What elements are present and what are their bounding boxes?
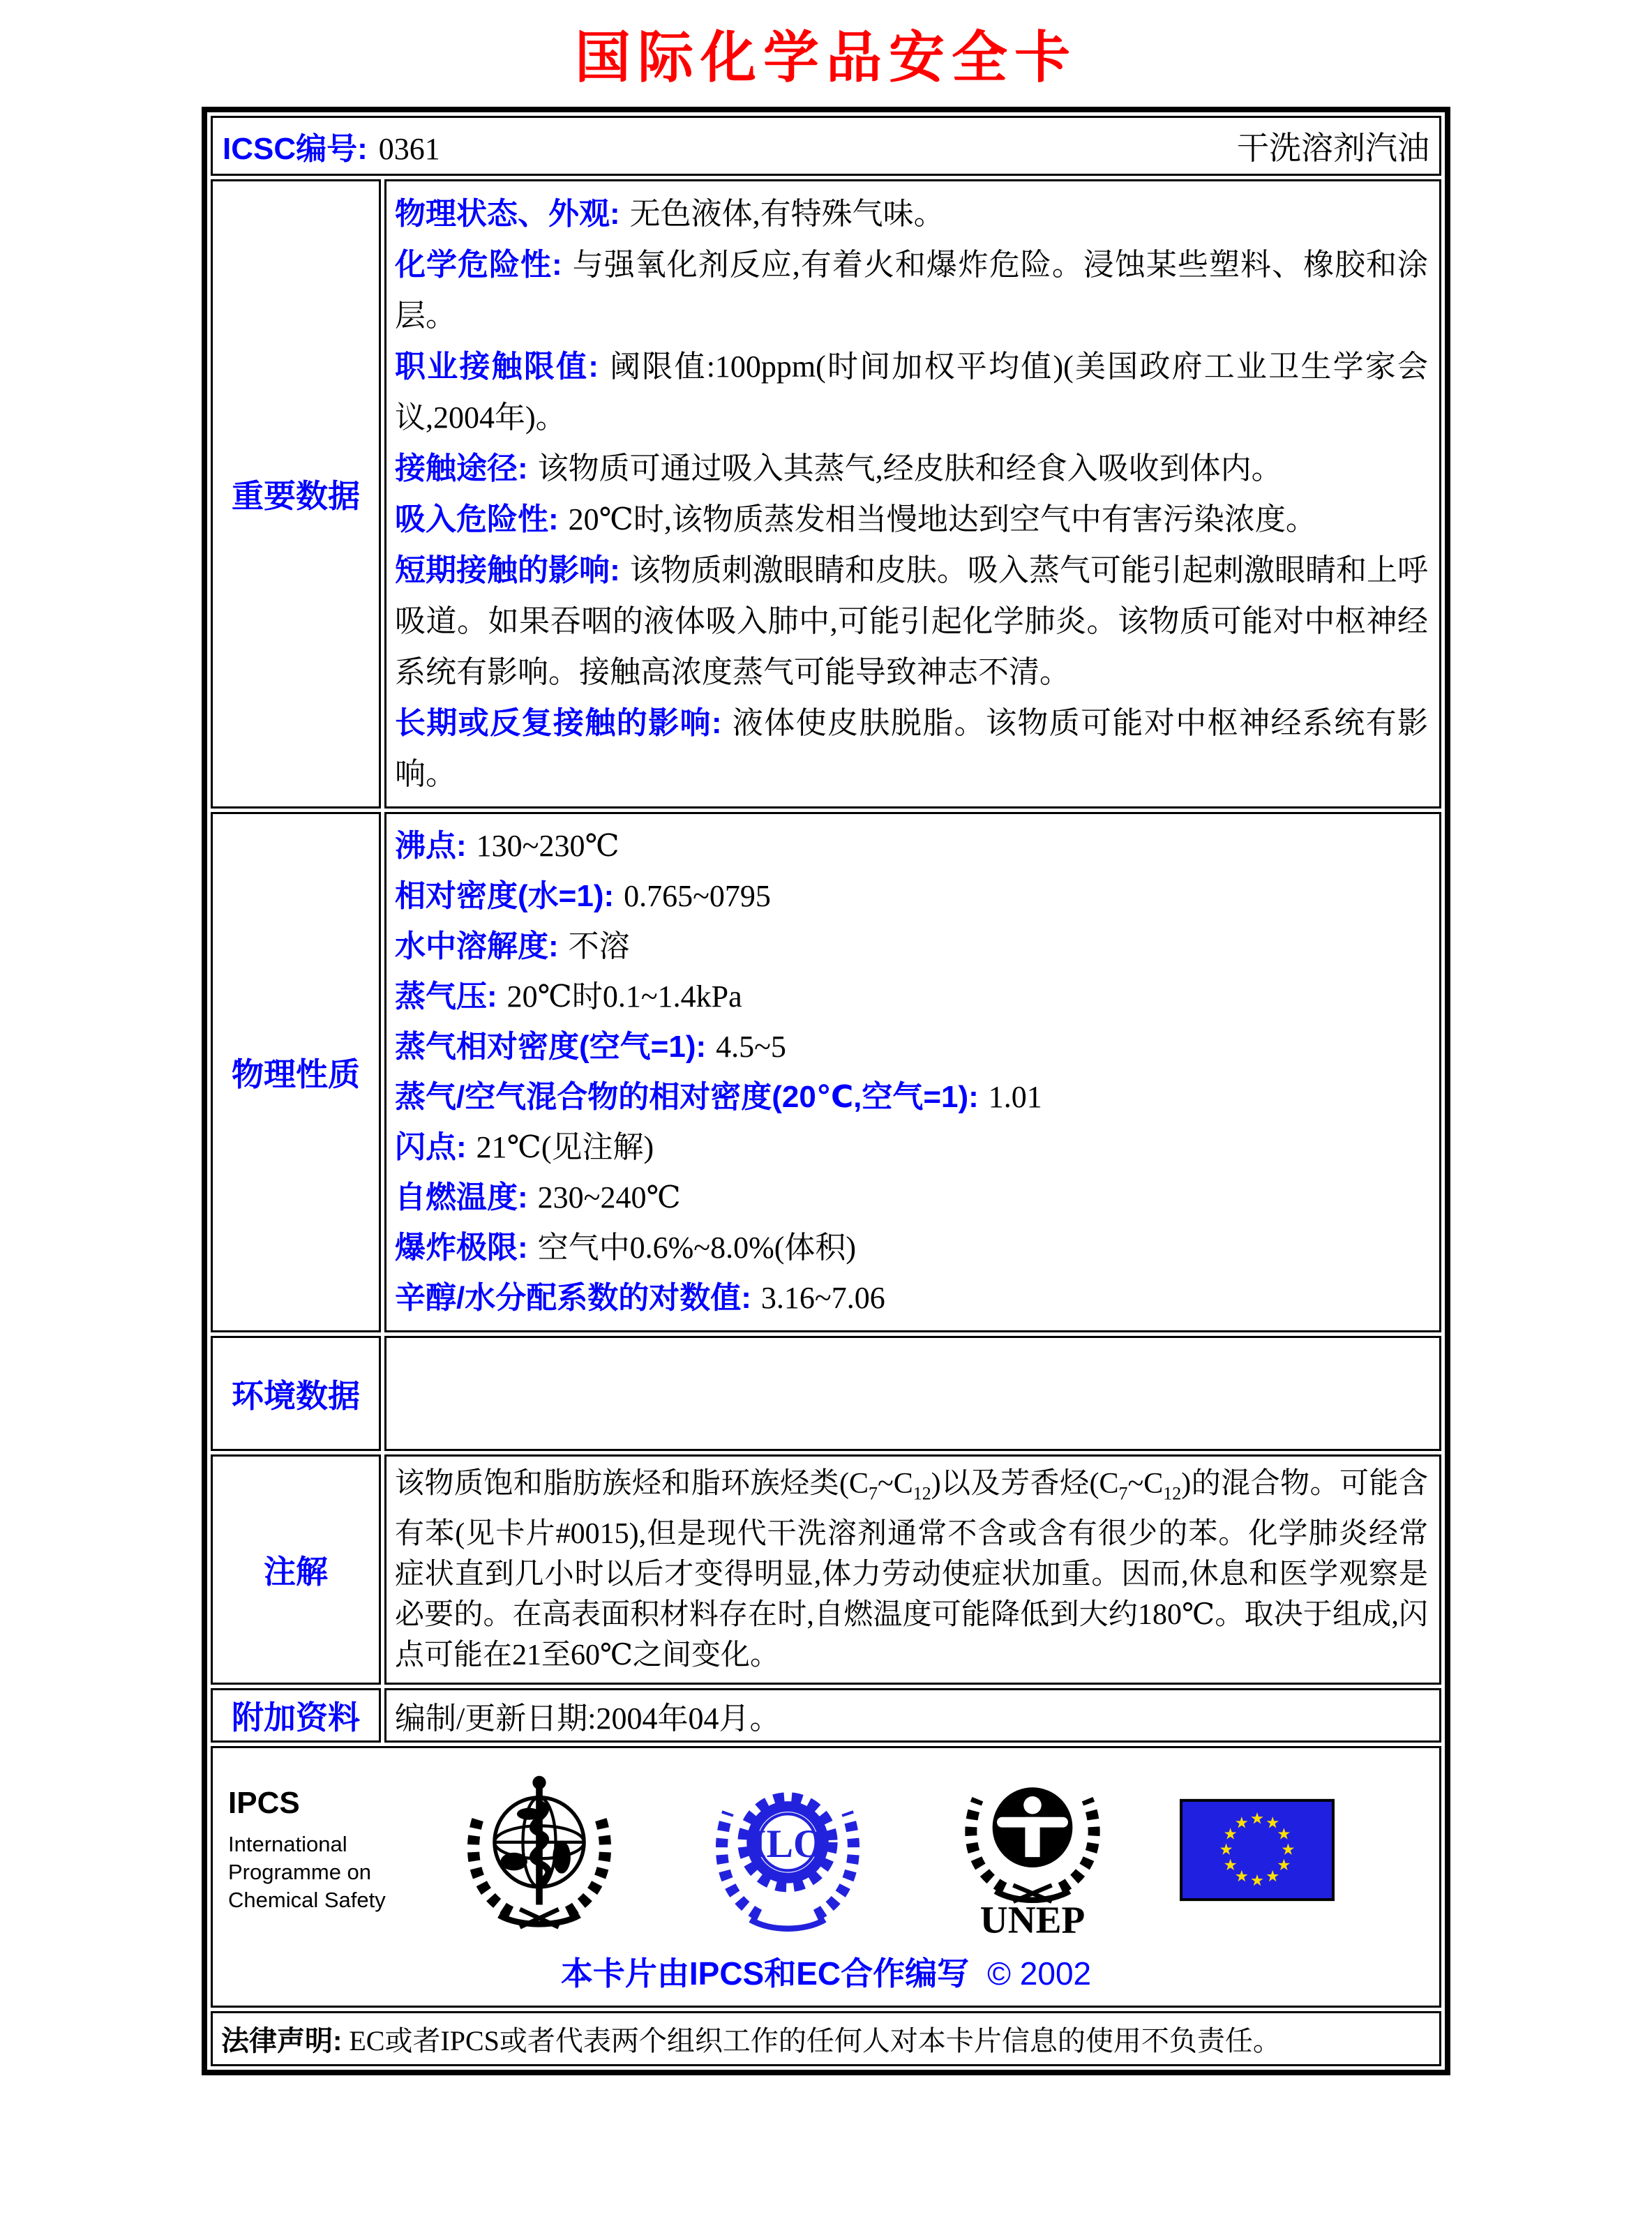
section-row-physical-properties	[211, 812, 1441, 1332]
ipcs-subtitle-line: Programme on	[228, 1859, 372, 1884]
svg-text:ILO: ILO	[751, 1822, 825, 1867]
property-row: 相对密度(水=1): 0.765~0795	[395, 879, 771, 913]
icsc-number-group	[223, 123, 440, 168]
section-label-additional-info: 附加资料	[211, 1688, 381, 1743]
ilo-logo-icon	[690, 1768, 885, 1932]
section-content-notes	[384, 1454, 1441, 1685]
property-row: 闪点: 21℃(见注解)	[395, 1130, 654, 1164]
header-row	[211, 116, 1441, 176]
section-content-important-data	[384, 179, 1441, 809]
data-entry: 长期或反复接触的影响: 液体使皮肤脱脂。该物质可能对中枢神经系统有影响。	[395, 706, 1428, 791]
legal-text: EC或者IPCS或者代表两个组织工作的任何人对本卡片信息的使用不负责任。	[349, 2025, 1281, 2057]
credit-text: 本卡片由IPCS和EC合作编写	[560, 1955, 970, 1992]
notes-paragraph: 该物质饱和脂肪族烃和脂环族烃类$(C_7\sim C_{12})$以及芳香烃$(C_7\sim C_{12})$的混合物。可能含有苯(见卡片#0015),但是现代干洗溶剂通常不含或含有很少的苯。化学肺炎经常症状直到几小时以后才变得明显,体力劳动使症状加重。因而,休息和医学观察是必要的。在高表面积材料存在时,自燃温度可能降低到大约180℃。取决于组成,闪点可能在21至60℃之间变化。	[395, 1468, 1428, 1672]
legal-label: 法律声明:	[221, 2026, 343, 2057]
logos-row	[211, 1746, 1441, 2008]
section-row-notes	[211, 1454, 1441, 1685]
who-logo-icon	[435, 1768, 644, 1932]
property-row: 水中溶解度: 不溶	[395, 929, 630, 963]
ipcs-subtitle-line: Chemical Safety	[228, 1887, 386, 1912]
svg-text:UNEP: UNEP	[979, 1898, 1086, 1939]
property-row: 沸点: 130~230℃	[395, 829, 620, 863]
ipcs-text-block	[228, 1786, 389, 1914]
property-row: 爆炸极限: 空气中0.6%~8.0%(体积)	[395, 1231, 857, 1265]
logos-cell	[211, 1746, 1441, 2008]
property-row: 辛醇/水分配系数的对数值: 3.16~7.06	[395, 1281, 885, 1315]
card-wrapper	[202, 0, 1450, 2075]
section-row-additional-info	[211, 1688, 1441, 1743]
unep-logo-icon	[931, 1761, 1134, 1939]
section-row-important-data	[211, 179, 1441, 809]
copyright-text: © 2002	[987, 1955, 1092, 1992]
data-entry: 短期接触的影响: 该物质刺激眼睛和皮肤。吸入蒸气可能引起刺激眼睛和上呼吸道。如果吞咽的液体吸入肺中,可能引起化学肺炎。该物质可能对中枢神经系统有影响。接触高浓度蒸气可能导致神志不清。	[395, 553, 1429, 689]
section-content-physical-properties	[384, 812, 1441, 1332]
legal-cell	[211, 2011, 1441, 2066]
property-row: 蒸气压: 20℃时0.1~1.4kPa	[395, 979, 742, 1014]
chemical-name: 干洗溶剂汽油	[1237, 130, 1429, 166]
section-label-important-data: 重要数据	[211, 179, 381, 809]
ipcs-subtitle-line: International	[228, 1831, 347, 1856]
icsc-number-label: ICSC编号:	[223, 132, 368, 166]
legal-row	[211, 2011, 1441, 2066]
section-label-notes: 注解	[211, 1454, 381, 1685]
header-cell	[211, 116, 1441, 176]
icsc-table	[202, 107, 1450, 2075]
property-row: 蒸气相对密度(空气=1): 4.5~5	[395, 1030, 786, 1064]
data-entry: 化学危险性: 与强氧化剂反应,有着火和爆炸危险。浸蚀某些塑料、橡胶和涂层。	[395, 248, 1429, 333]
property-row: 蒸气/空气混合物的相对密度(20℃,空气=1): 1.01	[395, 1080, 1042, 1114]
icsc-number-value: 0361	[378, 132, 440, 166]
section-content-environmental-data	[384, 1336, 1441, 1451]
page-title: 国际化学品安全卡	[575, 27, 1077, 89]
credit-line	[213, 1948, 1439, 1994]
section-label-physical-properties: 物理性质	[211, 812, 381, 1332]
data-entry: 吸入危险性: 20℃时,该物质蒸发相当慢地达到空气中有害污染浓度。	[395, 502, 1316, 536]
data-entry: 职业接触限值: 阈限值:100ppm(时间加权平均值)(美国政府工业卫生学家会议,2004年)。	[395, 349, 1429, 435]
ipcs-title: IPCS	[228, 1785, 300, 1820]
data-entry: 物理状态、外观: 无色液体,有特殊气味。	[395, 197, 945, 231]
property-row: 自燃温度: 230~240℃	[395, 1180, 681, 1214]
section-content-additional-info: 编制/更新日期:2004年04月。	[384, 1688, 1441, 1743]
data-entry: 接触途径: 该物质可通过吸入其蒸气,经皮肤和经食入吸收到体内。	[395, 451, 1282, 486]
section-label-environmental-data: 环境数据	[211, 1336, 381, 1451]
section-row-environmental-data	[211, 1336, 1441, 1451]
eu-flag-icon	[1180, 1798, 1335, 1902]
